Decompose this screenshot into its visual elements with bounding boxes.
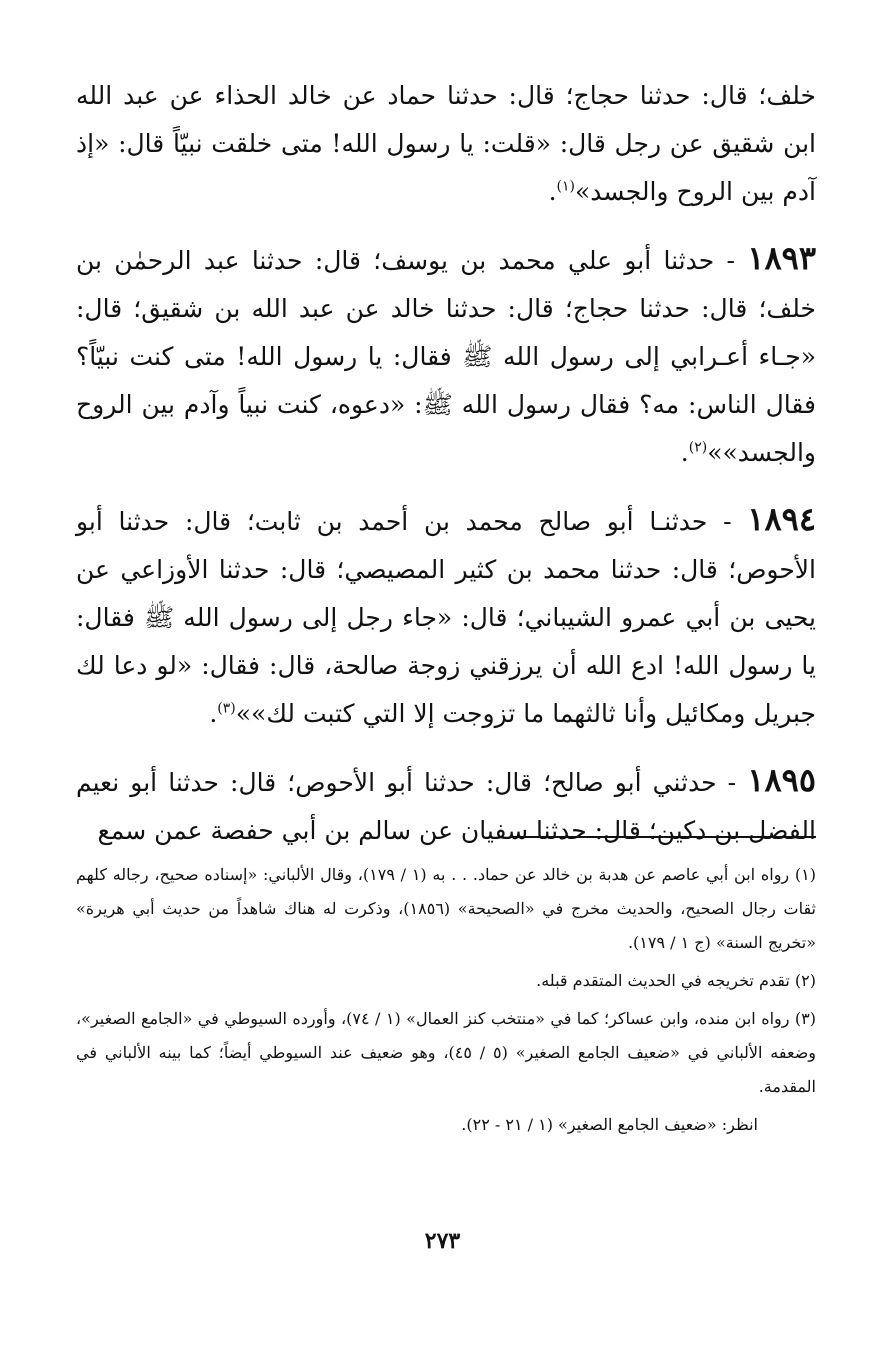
footnote-ref-2: (٢) [688,439,708,456]
page-number: ٢٧٣ [424,1228,461,1254]
hadith-text: - حدثني أبو صالح؛ قال: حدثنا أبو الأحوص؛ قال: حدثنا أبو نعيم الفضل بن دكين؛ قال: حدثنا سفيان عن سالم بن أبي حفصة عمن سمع [76,768,816,845]
footnote-separator [511,836,816,838]
hadith-1894 [76,495,816,738]
hadith-number: ١٨٩٥ [747,761,816,799]
paragraph-text: خلف؛ قال: حدثنا حجاج؛ قال: حدثنا حماد عن خالد الحذاء عن عبد الله ابن شقيق عن رجل قال: «قلت: يا رسول الله! متى خلقت نبيّاً قال: «إذ آدم بين الروح والجسد» [76,81,816,206]
footnote-3-continuation: انظر: «ضعيف الجامع الصغير» (١ / ٢١ - ٢٢). [461,1115,758,1134]
main-text [76,72,816,855]
hadith-1895 [76,756,816,855]
paragraph-end: . [209,699,218,728]
hadith-number: ١٨٩٣ [747,239,816,277]
paragraph-continuation [76,72,816,216]
paragraph-end: . [548,177,557,206]
footnote-2: (٢) تقدم تخريجه في الحديث المتقدم قبله. [536,971,816,990]
footnote-1: (١) رواه ابن أبي عاصم عن هدبة بن خالد عن حماد. . . به (١ / ١٧٩)، وقال الألباني: «إسناده صحيح، رجاله كلهم ثقات رجال الصحيح، والحديث مخرج في «الصحيحة» (١٨٥٦)، وذكرت له هناك شاهداً من حديث أبي هريرة» «تخريج السنة» (ج ١ / ١٧٩). [76,865,817,952]
hadith-number: ١٨٩٤ [747,500,816,538]
hadith-1893 [76,234,816,477]
footnotes [76,858,816,1146]
footnote-ref-3: (٣) [217,700,236,717]
hadith-text: - حدثنـا أبو صالح محمد بن أحمد بن ثابت؛ قال: حدثنا أبو الأحوص؛ قال: حدثنا محمد بن كثير المصيصي؛ قال: حدثنا الأوزاعي عن يحيى بن أبي عمرو الشيباني؛ قال: «جاء رجل إلى رسول الله ﷺ فقال: يا رسول الله! ادع الله أن يرزقني زوجة صالحة، قال: فقال: «لو دعا لك جبريل ومكائيل وأنا ثالثهما ما تزوجت إلا التي كتبت لك»» [76,507,816,728]
hadith-text: - حدثنا أبو علي محمد بن يوسف؛ قال: حدثنا عبد الرحمٰن بن خلف؛ قال: حدثنا حجاج؛ قال: حدثنا خالد عن عبد الله بن شقيق؛ قال: «جـاء أعـرابي إلى رسول الله ﷺ فقال: يا رسول الله! متى كنت نبيّاً؟ فقال الناس: مه؟ فقال رسول الله ﷺ: «دعوه، كنت نبياً وآدم بين الروح والجسد»» [76,246,816,467]
footnote-3: (٣) رواه ابن منده، وابن عساكر؛ كما في «منتخب كنز العمال» (١ / ٧٤)، وأورده السيوطي في «الجامع الصغير»، وضعفه الألباني في «ضعيف الجامع الصغير» (٥ / ٤٥)، وهو ضعيف عند السيوطي أيضاً؛ كما بينه الألباني في المقدمة. [76,1009,817,1096]
footnote-ref-1: (١) [556,178,575,195]
paragraph-end: . [680,438,689,467]
